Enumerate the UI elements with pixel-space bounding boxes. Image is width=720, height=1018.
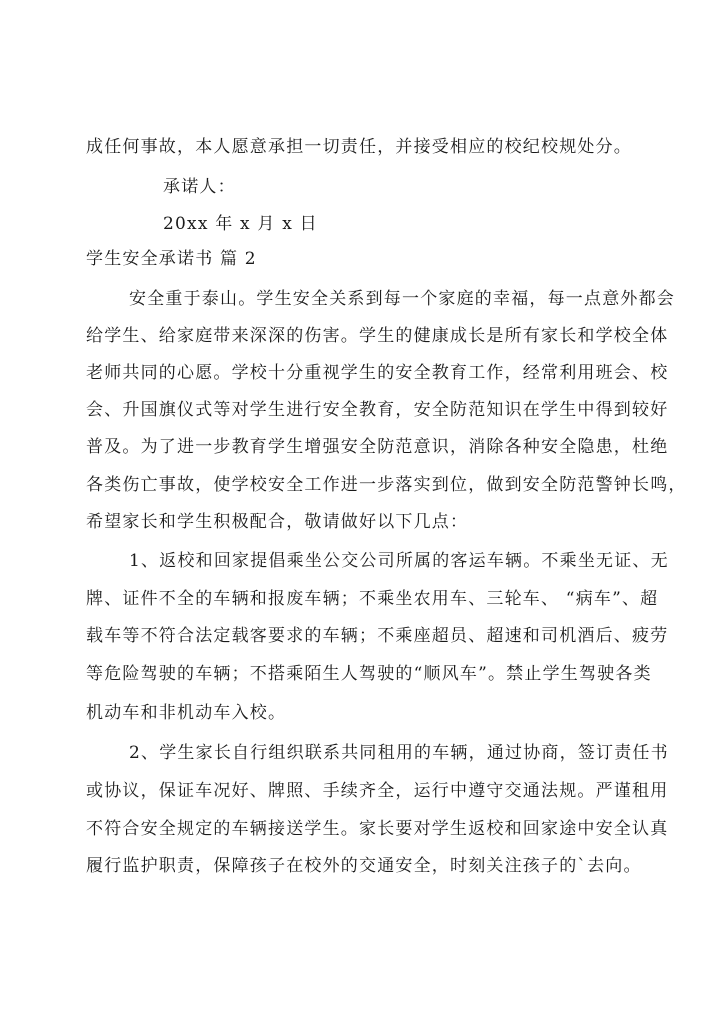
text-line: 2、学生家长自行组织联系共同租用的车辆，通过协商，签订责任书 xyxy=(129,743,669,763)
text-line: 给学生、给家庭带来深深的伤害。学生的健康成长是所有家长和学校全体 xyxy=(86,326,669,346)
text-line: 普及。为了进一步教育学生增强安全防范意识，消除各种安全隐患，杜绝 xyxy=(86,437,669,457)
text-line: 不符合安全规定的车辆接送学生。家长要对学生返校和回家途中安全认真 xyxy=(86,819,669,839)
text-line: 履行监护职责，保障孩子在校外的交通安全，时刻关注孩子的`去向。 xyxy=(86,856,642,876)
text-line: 各类伤亡事故，使学校安全工作进一步落实到位，做到安全防范警钟长鸣， xyxy=(86,475,687,495)
text-line: 1、返校和回家提倡乘坐公交公司所属的客运车辆。不乘坐无证、无 xyxy=(129,551,669,571)
section-title: 学生安全承诺书 篇 2 xyxy=(86,249,257,269)
text-line: 会、升国旗仪式等对学生进行安全教育，安全防范知识在学生中得到较好 xyxy=(86,400,669,420)
signature-date: 20xx 年 x 月 x 日 xyxy=(163,214,318,234)
text-line: 牌、证件不全的车辆和报废车辆；不乘坐农用车、三轮车、 “病车”、超 xyxy=(86,589,659,609)
text-line: 等危险驾驶的车辆；不搭乘陌生人驾驶的“顺风车”。禁止学生驾驶各类 xyxy=(86,664,652,684)
text-line: 希望家长和学生积极配合，敬请做好以下几点： xyxy=(86,512,469,532)
text-line: 老师共同的心愿。学校十分重视学生的安全教育工作，经常利用班会、校 xyxy=(86,363,669,383)
text-line: 安全重于泰山。学生安全关系到每一个家庭的幸福，每一点意外都会 xyxy=(129,289,675,309)
text-line: 机动车和非机动车入校。 xyxy=(86,703,287,723)
text-line: 载车等不符合法定载客要求的车辆；不乘座超员、超速和司机酒后、疲劳 xyxy=(86,626,669,646)
text-line: 或协议，保证车况好、牌照、手续齐全，运行中遵守交通法规。严谨租用 xyxy=(86,781,669,801)
signature-label: 承诺人： xyxy=(163,177,236,197)
text-line: 成任何事故，本人愿意承担一切责任，并接受相应的校纪校规处分。 xyxy=(86,137,632,157)
